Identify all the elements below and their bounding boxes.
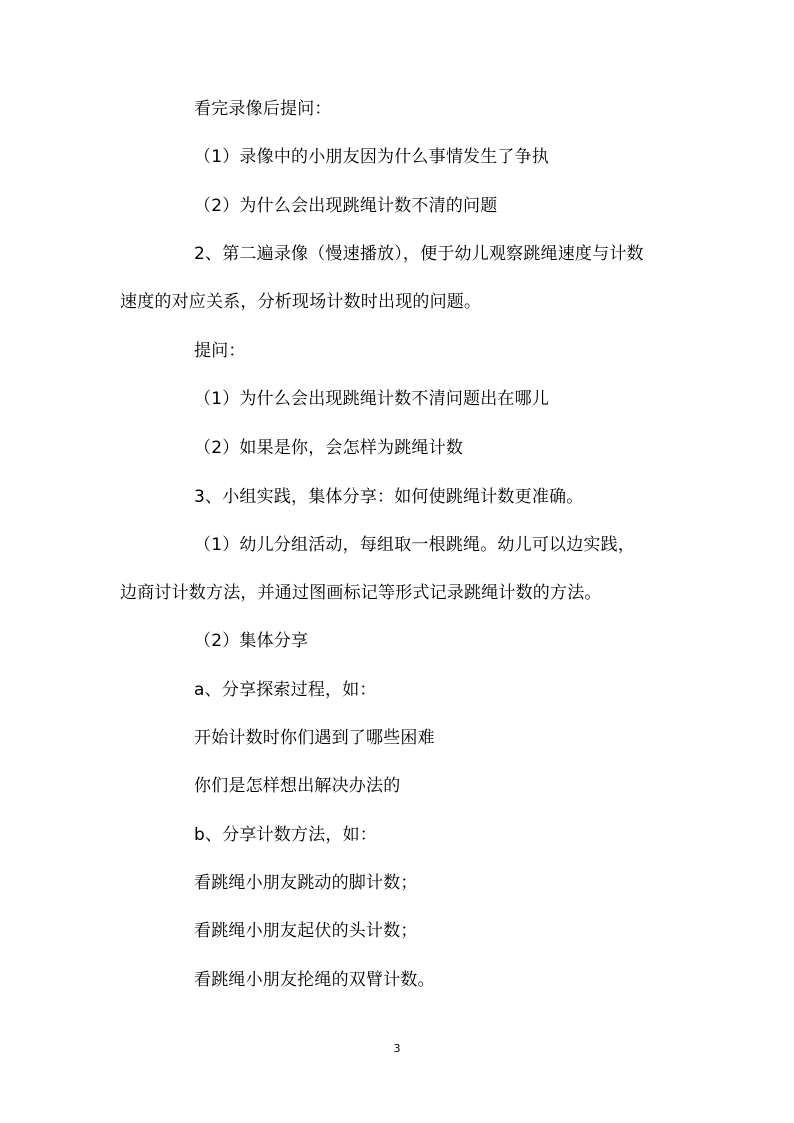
- text-line: 3、小组实践，集体分享：如何使跳绳计数更准确。: [194, 487, 584, 507]
- text-line: （2）集体分享: [194, 631, 309, 651]
- text-line: 开始计数时你们遇到了哪些困难: [194, 728, 435, 748]
- text-line: a、分享探索过程，如：: [194, 680, 377, 700]
- text-line: （2）如果是你，会怎样为跳绳计数: [194, 438, 464, 458]
- text-line: （1）为什么会出现跳绳计数不清问题出在哪儿: [194, 389, 550, 409]
- text-line: 2、第二遍录像（慢速播放），便于幼儿观察跳绳速度与计数: [194, 244, 644, 264]
- text-line: （2）为什么会出现跳绳计数不清的问题: [194, 196, 498, 216]
- text-line: 速度的对应关系，分析现场计数时出现的问题。: [120, 292, 482, 312]
- text-line: （1）录像中的小朋友因为什么事情发生了争执: [194, 147, 550, 167]
- text-line: 看跳绳小朋友起伏的头计数；: [194, 921, 418, 941]
- text-line: 看完录像后提问：: [194, 99, 332, 119]
- page-number: 3: [393, 1042, 401, 1055]
- text-line: 提问：: [194, 341, 246, 361]
- text-line: （1）幼儿分组活动，每组取一根跳绳。幼儿可以边实践，: [194, 535, 636, 555]
- text-line: 看跳绳小朋友跳动的脚计数；: [194, 873, 418, 893]
- text-line: 看跳绳小朋友抡绳的双臂计数。: [194, 970, 435, 990]
- text-line: 边商讨计数方法，并通过图画标记等形式记录跳绳计数的方法。: [120, 583, 602, 603]
- text-line: b、分享计数方法，如：: [194, 825, 377, 845]
- text-line: 你们是怎样想出解决办法的: [194, 776, 401, 796]
